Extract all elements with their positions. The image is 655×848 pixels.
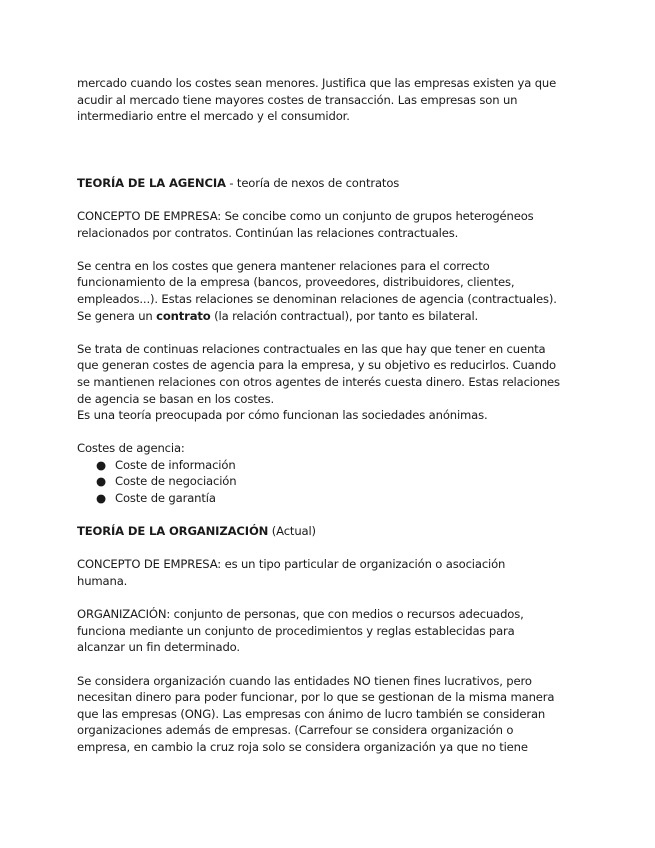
text-line: CONCEPTO DE EMPRESA: es un tipo particular de organización o asociación (77, 557, 506, 572)
organizacion-final-paragraph (77, 673, 582, 756)
text-line: necesitan dinero para poder funcionar, por lo que se gestionan de la misma manera (77, 690, 555, 705)
text-line: alcanzar un fin determinado. (77, 640, 240, 655)
text-line: humana. (77, 574, 128, 589)
text-line: que generan costes de agencia para la empresa, y su objetivo es reducirlos. Cuando (77, 358, 556, 373)
costes-list (77, 457, 582, 507)
bullet-icon: ● (96, 474, 106, 489)
contrato-bold: contrato (156, 308, 211, 323)
document-content (77, 75, 582, 756)
text-line: mercado cuando los costes sean menores. Justifica que las empresas existen ya que (77, 76, 557, 90)
text-line: Es una teoría preocupada por cómo funcionan las sociedades anónimas. (77, 408, 488, 423)
text-line: CONCEPTO DE EMPRESA: Se concibe como un conjunto de grupos heterogéneos (77, 208, 534, 223)
bullet-icon: ● (96, 457, 106, 472)
organizacion-definicion-paragraph (77, 606, 582, 656)
intro-paragraph (77, 75, 582, 125)
agencia-relaciones-paragraph (77, 341, 582, 424)
text-line: funcionamiento de la empresa (bancos, proveedores, distribuidores, clientes, (77, 275, 515, 290)
text-line: acudir al mercado tiene mayores costes de transacción. Las empresas son un (77, 92, 518, 107)
agencia-concepto-paragraph (77, 208, 582, 241)
text-line: Se genera un (77, 308, 157, 323)
costes-title: Costes de agencia: (77, 441, 185, 456)
agencia-costes-paragraph (77, 258, 582, 324)
heading-subtitle: (Actual) (268, 524, 316, 539)
text-line: Se considera organización cuando las entidades NO tienen fines lucrativos, pero (77, 673, 532, 688)
text-line: organizaciones además de empresas. (Carrefour se considera organización o (77, 723, 514, 738)
heading-subtitle: - teoría de nexos de contratos (225, 175, 400, 190)
text-line: funciona mediante un conjunto de procedimientos y reglas establecidas para (77, 623, 515, 638)
text-line: que las empresas (ONG). Las empresas con ánimo de lucro también se consideran (77, 706, 546, 721)
list-item: ● Coste de negociación (96, 474, 237, 489)
text-line: relacionados por contratos. Continúan las relaciones contractuales. (77, 225, 459, 240)
text-line: empleados...). Estas relaciones se denominan relaciones de agencia (contractuales). (77, 291, 557, 306)
text-line: empresa, en cambio la cruz roja solo se considera organización ya que no tiene (77, 739, 528, 754)
bullet-icon: ● (96, 491, 106, 506)
agencia-heading (77, 175, 582, 192)
organizacion-concepto-paragraph (77, 556, 582, 589)
text-line: de agencia se basan en los costes. (77, 391, 275, 406)
text-line: ORGANIZACIÓN: conjunto de personas, que con medios o recursos adecuados, (77, 607, 524, 622)
heading-bold: TEORÍA DE LA ORGANIZACIÓN (77, 524, 269, 539)
list-item: ● Coste de información (96, 457, 236, 472)
text-line: Se trata de continuas relaciones contractuales en las que hay que tener en cuenta (77, 341, 546, 356)
text-line: se mantienen relaciones con otros agentes de interés cuesta dinero. Estas relaciones (77, 374, 560, 389)
heading-bold: TEORÍA DE LA AGENCIA (77, 175, 226, 190)
text-line: (la relación contractual), por tanto es bilateral. (210, 308, 479, 323)
organizacion-heading (77, 523, 582, 540)
text-line: Se centra en los costes que genera mantener relaciones para el correcto (77, 258, 490, 273)
text-line: intermediario entre el mercado y el consumidor. (77, 109, 350, 124)
list-item: ● Coste de garantía (96, 491, 216, 506)
